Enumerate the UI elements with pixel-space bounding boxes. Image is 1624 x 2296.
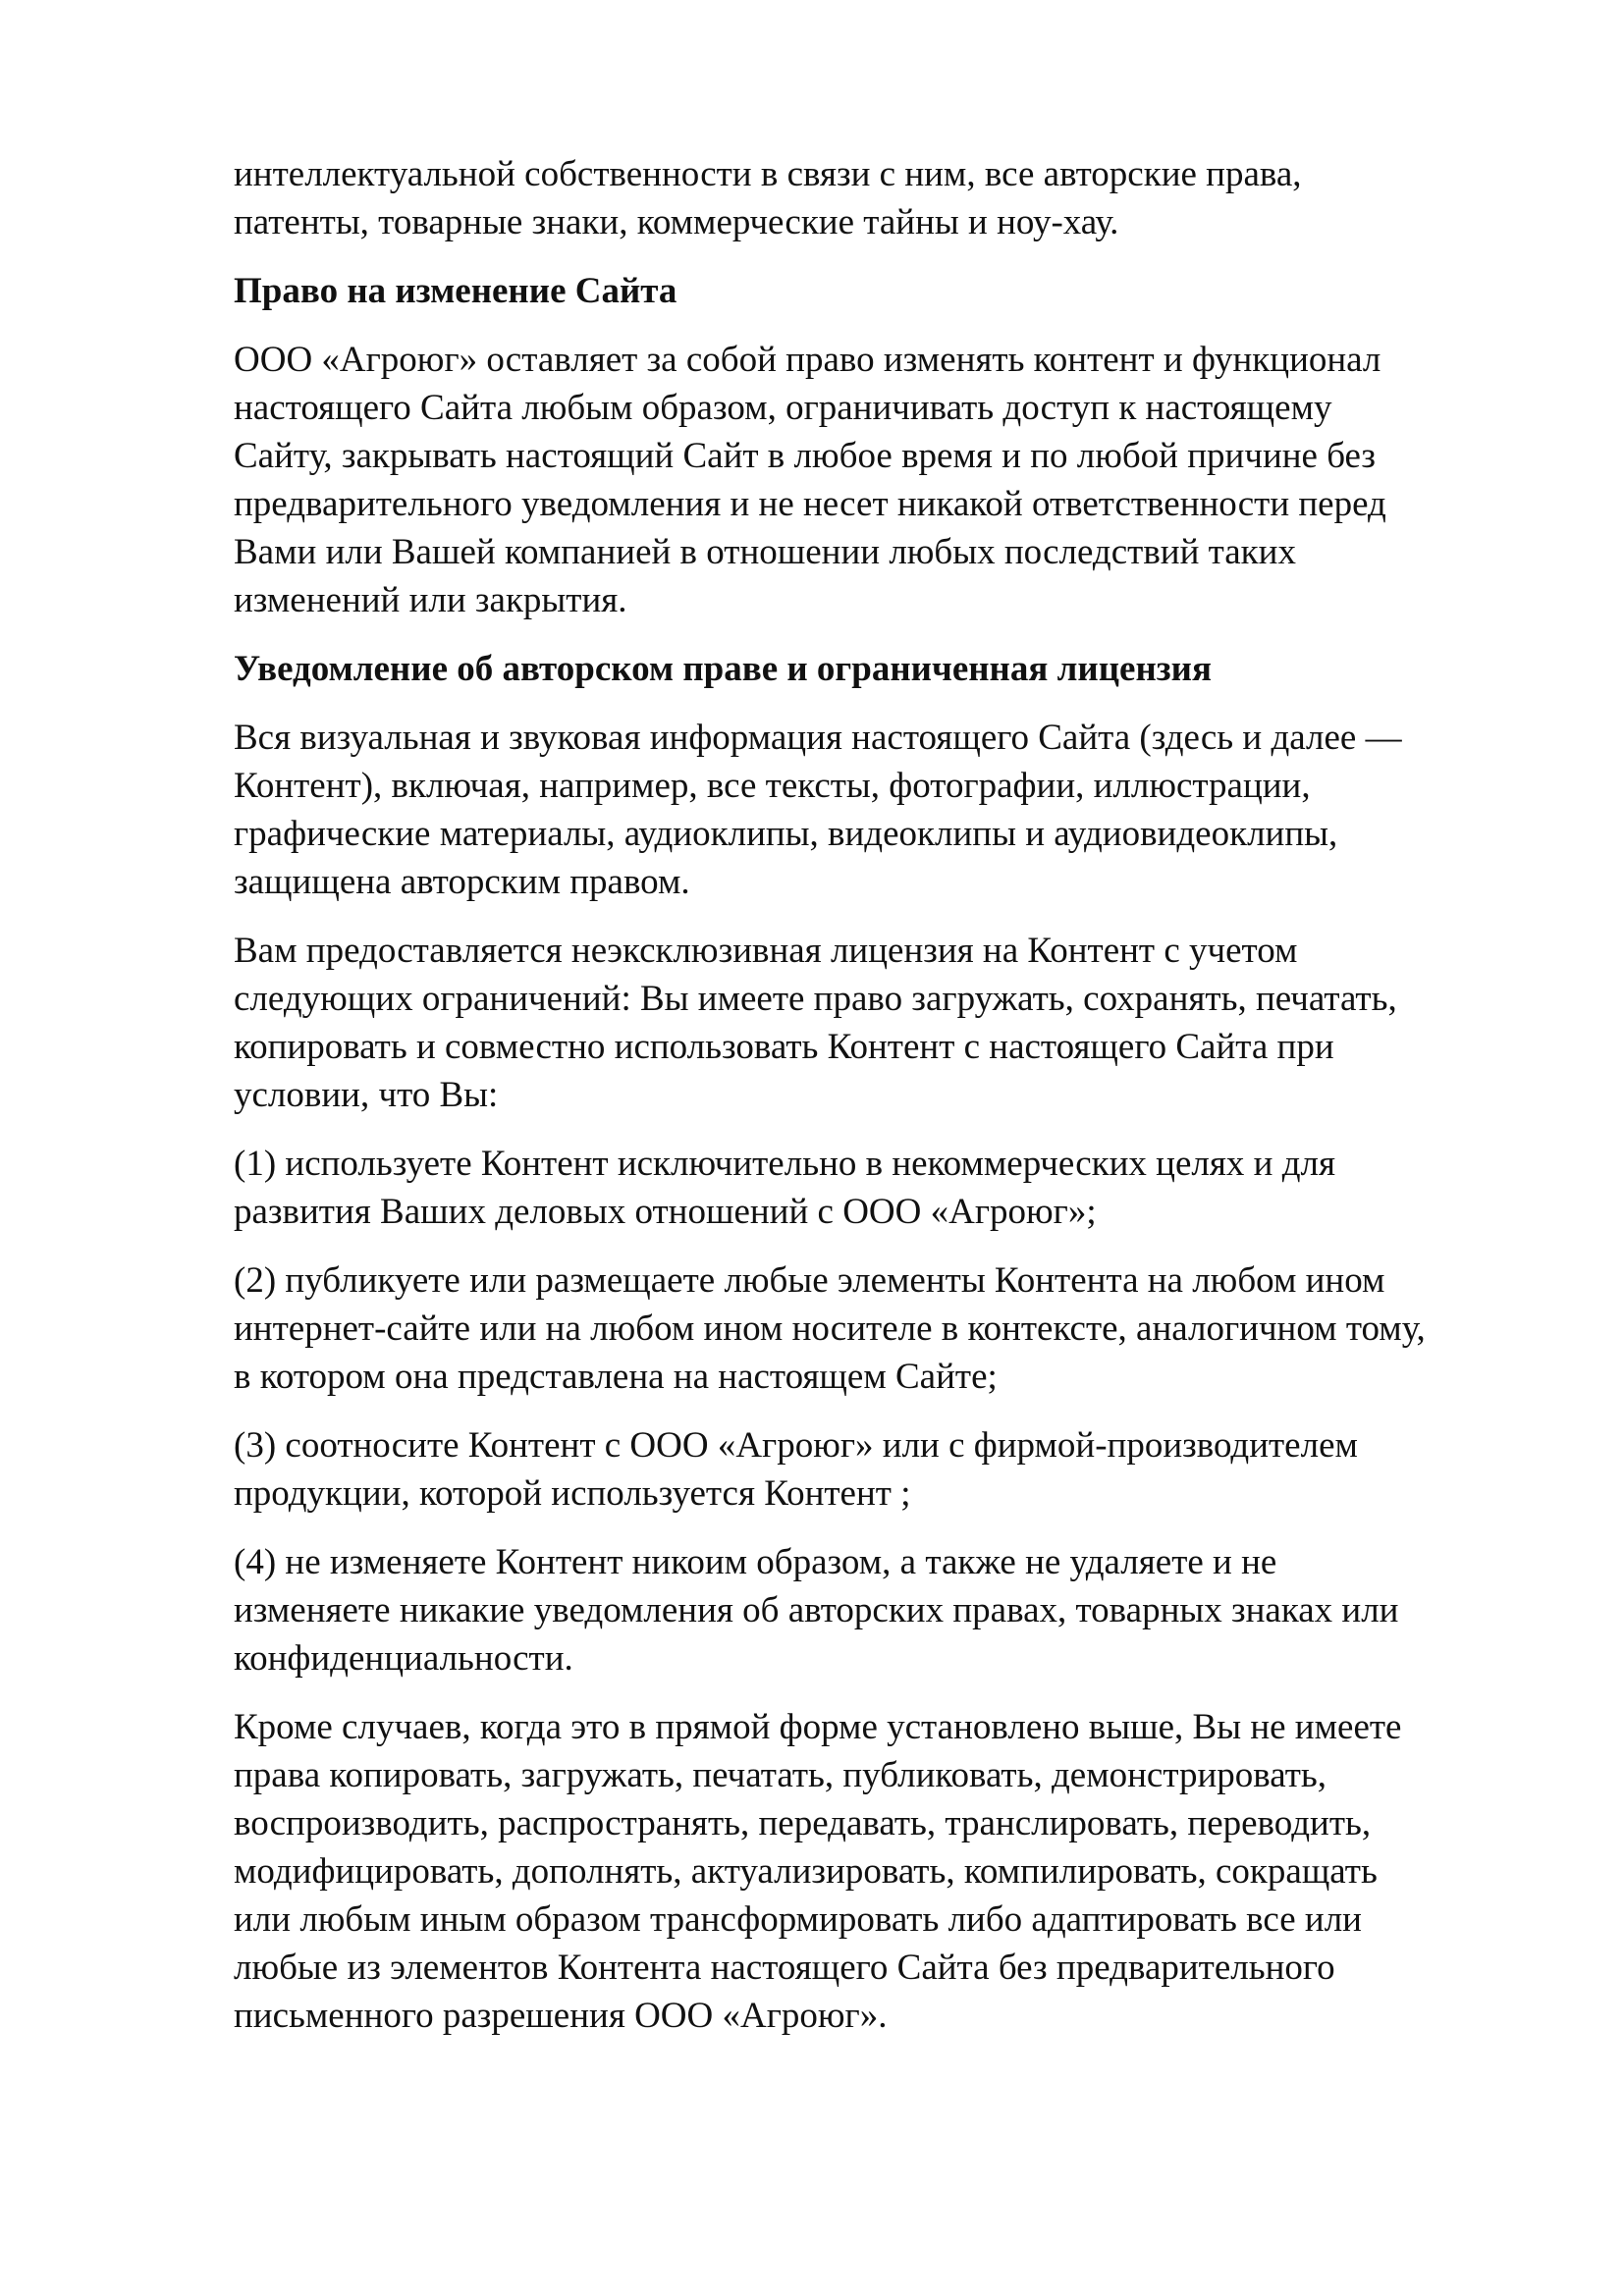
paragraph-line: (2) публикуете или размещаете любые элементы Контента на любом ином bbox=[234, 1260, 1385, 1301]
paragraph-line: (4) не изменяете Контент никоим образом, а также не удаляете и не bbox=[234, 1542, 1277, 1582]
document-body bbox=[234, 150, 1530, 2060]
paragraph bbox=[234, 1256, 1530, 1401]
section-heading bbox=[234, 645, 1530, 693]
heading-text: Право на изменение Сайта bbox=[234, 271, 677, 311]
paragraph-line: или любым иным образом трансформировать либо адаптировать все или bbox=[234, 1899, 1362, 1940]
paragraph-line: следующих ограничений: Вы имеете право загружать, сохранять, печатать, bbox=[234, 979, 1397, 1019]
paragraph-line: ООО «Агроюг» оставляет за собой право изменять контент и функционал bbox=[234, 340, 1381, 380]
paragraph-line: в котором она представлена на настоящем Сайте; bbox=[234, 1357, 998, 1397]
paragraph-line: Вами или Вашей компанией в отношении любых последствий таких bbox=[234, 532, 1296, 572]
paragraph-line: Контент), включая, например, все тексты, фотографии, иллюстрации, bbox=[234, 766, 1311, 806]
paragraph-line: предварительного уведомления и не несет никакой ответственности перед bbox=[234, 484, 1386, 524]
paragraph-line: Кроме случаев, когда это в прямой форме установлено выше, Вы не имеете bbox=[234, 1707, 1402, 1747]
paragraph-line: любые из элементов Контента настоящего Сайта без предварительного bbox=[234, 1948, 1335, 1988]
paragraph-line: изменяете никакие уведомления об авторских правах, товарных знаках или bbox=[234, 1590, 1399, 1630]
paragraph bbox=[234, 927, 1530, 1119]
heading-text: Уведомление об авторском праве и ограниченная лицензия bbox=[234, 649, 1212, 689]
paragraph bbox=[234, 1703, 1530, 2040]
paragraph-line: письменного разрешения ООО «Агроюг». bbox=[234, 1996, 888, 2036]
paragraph-line: модифицировать, дополнять, актуализировать, компилировать, сокращать bbox=[234, 1851, 1378, 1892]
paragraph-line: изменений или закрытия. bbox=[234, 580, 627, 620]
paragraph-line: продукции, которой используется Контент ; bbox=[234, 1473, 911, 1514]
paragraph bbox=[234, 150, 1530, 246]
paragraph-line: защищена авторским правом. bbox=[234, 862, 690, 902]
paragraph-line: воспроизводить, распространять, передавать, транслировать, переводить, bbox=[234, 1803, 1372, 1843]
paragraph bbox=[234, 336, 1530, 624]
paragraph-line: Вам предоставляется неэксклюзивная лицензия на Контент с учетом bbox=[234, 931, 1298, 971]
paragraph-line: патенты, товарные знаки, коммерческие тайны и ноу-хау. bbox=[234, 202, 1119, 242]
paragraph-line: графические материалы, аудиоклипы, видеоклипы и аудиовидеоклипы, bbox=[234, 814, 1338, 854]
paragraph-line: Сайту, закрывать настоящий Сайт в любое время и по любой причине без bbox=[234, 436, 1377, 476]
paragraph bbox=[234, 1140, 1530, 1236]
paragraph-line: условии, что Вы: bbox=[234, 1075, 499, 1115]
paragraph-line: копировать и совместно использовать Контент с настоящего Сайта при bbox=[234, 1027, 1334, 1067]
paragraph-line: развития Ваших деловых отношений с ООО «Агроюг»; bbox=[234, 1192, 1097, 1232]
paragraph-line: (3) соотносите Контент с ООО «Агроюг» или с фирмой-производителем bbox=[234, 1425, 1358, 1466]
paragraph-line: Вся визуальная и звуковая информация настоящего Сайта (здесь и далее — bbox=[234, 718, 1402, 758]
paragraph bbox=[234, 1421, 1530, 1518]
section-heading bbox=[234, 267, 1530, 315]
paragraph-line: интернет-сайте или на любом ином носителе в контексте, аналогичном тому, bbox=[234, 1308, 1426, 1349]
paragraph bbox=[234, 1538, 1530, 1682]
paragraph-line: настоящего Сайта любым образом, ограничивать доступ к настоящему bbox=[234, 388, 1332, 428]
paragraph-line: права копировать, загружать, печатать, публиковать, демонстрировать, bbox=[234, 1755, 1326, 1795]
paragraph-line: (1) используете Контент исключительно в некоммерческих целях и для bbox=[234, 1144, 1335, 1184]
paragraph-line: интеллектуальной собственности в связи с ним, все авторские права, bbox=[234, 154, 1302, 194]
paragraph bbox=[234, 714, 1530, 906]
paragraph-line: конфиденциальности. bbox=[234, 1638, 573, 1679]
